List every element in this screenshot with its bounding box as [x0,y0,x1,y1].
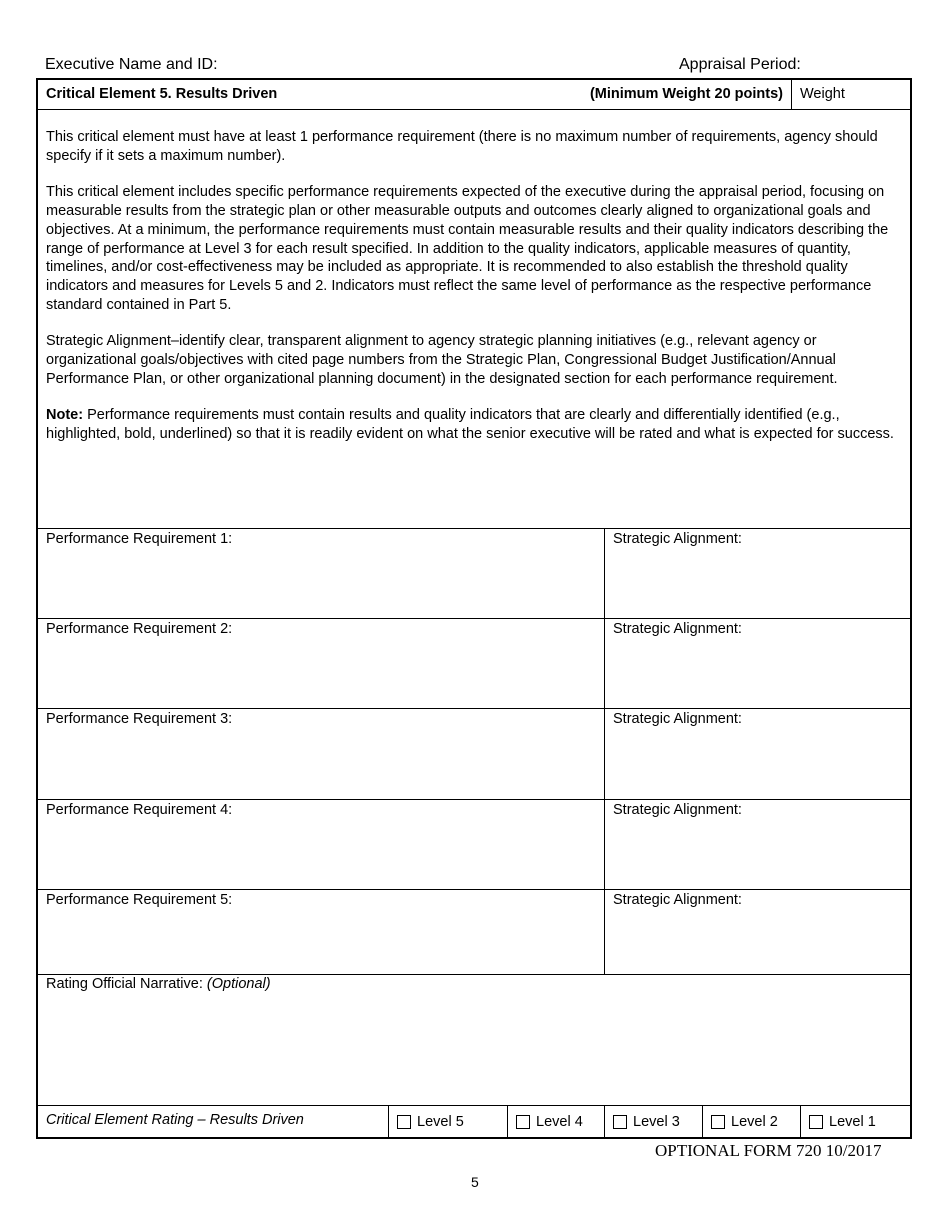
level-5-checkbox[interactable] [397,1115,411,1129]
narrative-label: Rating Official Narrative: [46,976,207,992]
note-text: Performance requirements must contain results and quality indicators that are clearly and differentially identified (e.g., highlighted, bold, underlined) so that it is readily evident on what the senior executive will be rated and what is expected for success. [46,407,894,443]
strategic-alignment-2-field[interactable]: Strategic Alignment: [613,621,742,637]
strategic-alignment-5-field[interactable]: Strategic Alignment: [613,892,742,908]
element-rating-label: Critical Element Rating – Results Driven [38,1106,389,1137]
note-label: Note: [46,407,84,424]
performance-requirement-2-field[interactable]: Performance Requirement 2: [38,619,605,708]
level-3-checkbox[interactable] [613,1115,627,1129]
intro-row [38,110,910,529]
level-2-label: Level 2 [731,1113,778,1130]
requirement-row-4 [38,800,910,890]
level-2-checkbox[interactable] [711,1115,725,1129]
element-title-row [38,80,910,110]
performance-requirement-5-field[interactable]: Performance Requirement 5: [38,890,605,974]
intro-paragraph-3: Strategic Alignment–identify clear, transparent alignment to agency strategic planning initiatives (e.g., relevant agency or organizational goals/objectives with cited page numbers from the Strategic Plan, Congressional Budget Justification/Annual Performance Plan, or other organizational planning document) in the designated section for each performance requirement. [46,333,838,387]
minimum-weight: (Minimum Weight 20 points) [589,86,783,102]
performance-requirement-3-field[interactable]: Performance Requirement 3: [38,709,605,799]
intro-note [46,406,902,443]
level-4-checkbox[interactable] [516,1115,530,1129]
performance-requirement-4-field[interactable]: Performance Requirement 4: [38,800,605,889]
element-title: Critical Element 5. Results Driven [46,86,278,102]
intro-paragraph-2: This critical element includes specific performance requirements expected of the executive during the appraisal period, focusing on measurable results from the strategic plan or other measurable outputs and outcomes clearly aligned to organizational goals and objectives. At a minimum, the performance requirements must contain measurable results and their quality indicators describing the range of performance at Level 3 for each result specified. In addition to the quality indicators, applicable measures of quantity, timelines, and/or cost-effectiveness may be included as appropriate. It is recommended to also establish the threshold quality indicators and measures for Levels 5 and 2. Indicators must reflect the same level of performance as the respective performance standard contained in Part 5. [46,184,889,313]
level-5-label: Level 5 [417,1113,464,1130]
narrative-row [38,975,910,1106]
rating-row [38,1106,910,1137]
level-1-checkbox[interactable] [809,1115,823,1129]
rating-narrative-field[interactable] [38,975,279,1105]
form-number: OPTIONAL FORM 720 10/2017 [655,1141,882,1160]
level-1-label: Level 1 [829,1113,876,1130]
narrative-optional: (Optional) [206,976,271,992]
intro-text [38,110,910,528]
level-5-option[interactable] [389,1106,508,1137]
level-4-label: Level 4 [536,1113,583,1130]
level-3-label: Level 3 [633,1113,680,1130]
executive-name-label: Executive Name and ID: [45,56,218,73]
requirement-row-5 [38,890,910,975]
level-1-option[interactable] [801,1106,910,1137]
strategic-alignment-4-field[interactable]: Strategic Alignment: [613,802,742,818]
requirement-row-2 [38,619,910,709]
critical-element-form [36,78,912,1139]
weight-field[interactable]: Weight [800,86,845,102]
performance-requirement-1-field[interactable]: Performance Requirement 1: [38,529,605,618]
strategic-alignment-3-field[interactable]: Strategic Alignment: [613,711,742,727]
level-4-option[interactable] [508,1106,605,1137]
requirement-row-1 [38,529,910,619]
level-2-option[interactable] [703,1106,801,1137]
appraisal-period-label: Appraisal Period: [679,56,801,73]
level-3-option[interactable] [605,1106,703,1137]
page-number: 5 [471,1174,479,1190]
requirement-row-3 [38,709,910,800]
element-title-cell [38,80,792,109]
strategic-alignment-1-field[interactable]: Strategic Alignment: [613,531,742,547]
intro-paragraph-1: This critical element must have at least 1 performance requirement (there is no maximum number of requirements, agency should specify if it sets a maximum number). [46,129,878,164]
